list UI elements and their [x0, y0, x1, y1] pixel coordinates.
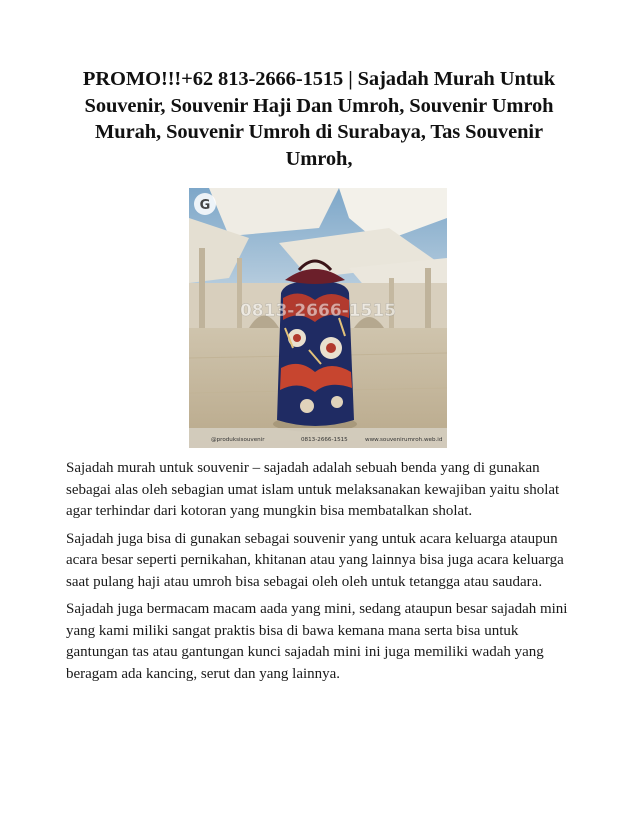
- paragraph-2: Sajadah juga bisa di gunakan sebagai souvenir yang untuk acara keluarga ataupun acara besar seperti pernikahan, khitanan atau yang lainnya bisa juga acara keluarga saat pulang haji atau umroh bisa sebagai oleh oleh untuk tetangga atau saudara.: [66, 530, 564, 590]
- paragraph-1: Sajadah murah untuk souvenir – sajadah adalah sebuah benda yang di gunakan sebagai alas oleh sebagian umat islam untuk melaksanakan kewajiban yaitu sholat agar terhindar dari kotoran yang mungkin bisa membatalkan sholat.: [66, 460, 560, 519]
- brand-logo: [194, 193, 216, 215]
- watermark-phone: 0813-2666-1515: [239, 301, 397, 321]
- page-title: PROMO!!!+62 813-2666-1515 | Sajadah Murah Untuk Souvenir, Souvenir Haji Dan Umroh, Souvenir Umroh Murah, Souvenir Umroh di Surabaya, Tas Souvenir Umroh,: [82, 68, 556, 170]
- footer-phone: 0813-2666-1515: [301, 437, 348, 443]
- footer-website: www.souvenirumroh.web.id: [365, 437, 443, 443]
- product-photo-graphic: [189, 188, 447, 448]
- paragraph-3: Sajadah juga bermacam macam aada yang mini, sedang ataupun besar sajadah mini yang kami miliki sangat praktis bisa di bawa kemana mana serta bisa untuk gantungan tas atau gantungan kunci sajadah mini ini juga memiliki wadah yang beragam ada kancing, serut dan yang lainnya.: [66, 601, 568, 682]
- article-body: [66, 458, 574, 691]
- footer-instagram: @produksisouvenir: [211, 437, 265, 443]
- brand-logo-letter: G: [199, 198, 211, 213]
- product-photo: [189, 188, 447, 448]
